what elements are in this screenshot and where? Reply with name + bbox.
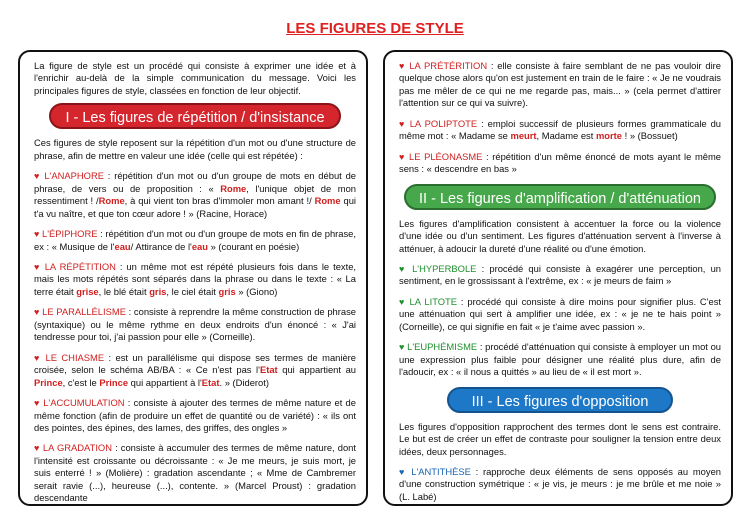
term-accumulation: L'ACCUMULATION (43, 397, 125, 409)
term-epiphore: L'ÉPIPHORE (42, 228, 98, 240)
hyperbole-text: : procédé qui consiste à exagérer une perception, un sentiment, en le grossissant à l'extrême, ex : « je meurs de faim » (399, 262, 722, 287)
entry-litote (399, 296, 721, 333)
antithese-text: : rapproche deux éléments de sens opposés au moyen d'une construction symétrique : « je vis, je meurs : je me brûle et me noie » (L. Labé) (399, 465, 721, 502)
opposition-intro: Les figures d'opposition rapprochent des termes dont le sens est contraire. Le but est de créer un effet de contraste pour souligner la tension entre deux idées, deux personnages. (399, 420, 721, 457)
anaphore-highlight-3: Rome (314, 195, 341, 207)
chiasme-highlight-1: Etat (259, 364, 278, 376)
accumulation-text: : consiste à ajouter des termes de même nature et de même fonction (afin de produire un effet de quantité ou de variété) : « ils ont des pointes, des épines, des lames, des griffes, des ongles » (34, 397, 356, 433)
term-euphemisme: L'EUPHÉMISME (407, 341, 478, 353)
right-column (383, 50, 733, 506)
anaphore-highlight-1: Rome (220, 182, 247, 194)
polyptote-text-1: : emploi successif de plusieurs formes grammaticale du même mot : « Madame se (399, 117, 722, 142)
euphemisme-text: : procédé d'atténuation qui consiste à employer un mot ou une expression plus faible pour désigner une réalité plus dure, afin de l'adoucir, ex : « il nous a quittés » au lieu de « il est mort ». (399, 341, 721, 378)
heart-icon: ♥ (34, 307, 40, 318)
entry-antithese (399, 466, 721, 503)
term-preterition: LA PRÉTÉRITION (409, 60, 488, 71)
chiasme-text-5: . » (Diderot) (219, 376, 269, 388)
entry-polyptote (399, 118, 721, 143)
entry-parallelisme (34, 306, 356, 343)
term-litote: LA LITOTE (409, 295, 458, 307)
intro-paragraph: La figure de style est un procédé qui consiste à exprimer une idée et à l'enrichir au-delà de la simple communication du message. Voici les principales figures de style, classées en fonction de leur objectif. (34, 60, 356, 96)
pleonasme-text: : répétition d'un même énoncé de mots ayant le même sens : « descendre en bas » (399, 150, 721, 175)
section-heading-opposition: III - Les figures d'opposition (447, 387, 673, 413)
polyptote-text-3: ! » (Bossuet) (622, 130, 678, 142)
term-anaphore: L'ANAPHORE (44, 170, 104, 182)
chiasme-highlight-2: Prince (34, 376, 63, 388)
epiphore-text-1: : répétition d'un mot ou d'un groupe de mots en fin de phrase, ex : « Musique de l' (34, 228, 356, 252)
entry-euphemisme (399, 341, 721, 378)
term-antithese: L'ANTITHÈSE (411, 465, 471, 477)
term-gradation: LA GRADATION (42, 442, 112, 454)
polyptote-highlight-1: meurt (510, 130, 537, 142)
heart-icon: ♥ (34, 261, 41, 272)
chiasme-highlight-4: Etat (201, 376, 220, 388)
entry-gradation (34, 442, 356, 504)
left-column (18, 50, 368, 506)
epiphore-highlight-1: eau (114, 240, 131, 252)
polyptote-highlight-2: morte (595, 130, 622, 142)
term-repetition: LA RÉPÉTITION (44, 260, 116, 272)
term-polyptote: LA POLIPTOTE (409, 117, 478, 129)
entry-preterition (399, 60, 721, 110)
heart-icon: ♥ (34, 352, 42, 363)
anaphore-text-3: , à qui vient ton bras d'immoler mon amant !/ (124, 195, 315, 207)
epiphore-text-2: / Attirance de l' (130, 240, 192, 252)
heart-icon: ♥ (34, 398, 40, 409)
anaphore-text-1: : répétition d'un mot ou d'un groupe de mots en début de phrase, de vers ou de proposition : « (34, 170, 356, 194)
entry-pleonasme (399, 151, 721, 176)
gradation-text: : consiste à accumuler des termes de même nature, dont l'intensité est croissante ou décroissante : « Je me meurs, je suis mort, je suis enterré ! » (Molière) : gradation ascendante ; « Mme de Cambremer serait ravie (...), heureuse (...), contente. » (Marcel Proust) : gradation descendante (34, 442, 356, 504)
entry-hyperbole (399, 263, 721, 288)
heart-icon: ♥ (399, 61, 406, 71)
repetition-highlight-1: grise (76, 285, 99, 297)
heart-icon: ♥ (399, 118, 406, 129)
repetition-text-3: , le ciel était (166, 285, 219, 297)
entry-accumulation (34, 397, 356, 434)
anaphore-highlight-2: Rome (98, 195, 125, 207)
anaphore-text-2: , l'unique objet de mon ressentiment ! / (34, 182, 356, 207)
heart-icon: ♥ (399, 342, 405, 353)
epiphore-text-3: » (courant en poésie) (208, 240, 300, 252)
epiphore-highlight-2: eau (191, 240, 208, 252)
entry-repetition (34, 261, 356, 298)
repetition-highlight-2: gris (149, 285, 167, 297)
heart-icon: ♥ (399, 263, 407, 274)
anaphore-text-4: qui t'a vu naître, et que ton cœur adore ! » (Racine, Horace) (34, 195, 356, 219)
section-heading-amplification: II - Les figures d'amplification / d'atténuation (404, 184, 716, 210)
heart-icon: ♥ (34, 229, 40, 240)
heart-icon: ♥ (399, 466, 407, 477)
heart-icon: ♥ (399, 296, 406, 307)
term-parallelisme: LE PARALLÉLISME (42, 306, 126, 318)
chiasme-text-3: , c'est le (62, 376, 100, 388)
amplification-intro: Les figures d'amplification consistent à accentuer la force ou la violence d'une idée ou d'un sentiment. Les figures d'atténuation servent à l'inverse à atténuer, à adoucir la dureté d'une réalité ou d'une émotion. (399, 217, 721, 254)
litote-text: : procédé qui consiste à dire moins pour signifier plus. C'est une atténuation qui sert à amplifier une idée, ex : « je ne te hais point » (Corneille), ce qui signifie en fait « je t'aime avec passion ». (399, 295, 722, 332)
heart-icon: ♥ (34, 171, 41, 182)
term-hyperbole: L'HYPERBOLE (412, 262, 477, 274)
repetition-highlight-3: gris (218, 285, 236, 297)
entry-chiasme (34, 352, 356, 389)
chiasme-text-4: qui appartient à l' (128, 376, 202, 388)
term-pleonasme: LE PLÉONASME (408, 150, 483, 162)
repetition-text-1: : un même mot est répété plusieurs fois dans le texte, mais les mots répétés sont séparés dans la phrase ou dans le texte : « La terre était (34, 260, 357, 297)
chiasme-text-1: : est un parallélisme qui dispose ses termes de manière croisée, selon le schéma AB/BA : « Ce n'est pas l' (34, 351, 357, 376)
chiasme-text-2: qui appartient au (277, 364, 356, 376)
heart-icon: ♥ (399, 151, 406, 162)
entry-anaphore (34, 170, 356, 220)
term-chiasme: LE CHIASME (45, 351, 105, 363)
section-heading-repetition: I - Les figures de répétition / d'insistance (49, 103, 341, 129)
repetition-text-4: » (Giono) (235, 285, 278, 297)
repetition-text-2: , le blé était (98, 285, 150, 297)
parallelisme-text: : consiste à reprendre la même construction de phrase (syntaxique) ou le même rythme en deux endroits d'un énoncé : « J'ai tendresse pour toi, j'ai passion pour elle » (Corneille). (34, 306, 356, 343)
preterition-text: : elle consiste à faire semblant de ne pas vouloir dire quelque chose alors qu'on est justement en train de le faire : « Je ne voudrais pas me mêler de ce qui ne me regarde pas, mais... » (cela permet d'attirer l'attention sur ce qui va suivre). (399, 60, 721, 109)
polyptote-text-2: , Madame est (536, 130, 596, 142)
heart-icon: ♥ (34, 443, 40, 454)
page-title: LES FIGURES DE STYLE (286, 20, 464, 37)
chiasme-highlight-3: Prince (99, 376, 129, 388)
repetition-intro: Ces figures de style reposent sur la répétition d'un mot ou d'une structure de phrase, afin de mettre en valeur une idée (celle qui est répétée) : (34, 137, 356, 161)
entry-epiphore (34, 228, 356, 253)
